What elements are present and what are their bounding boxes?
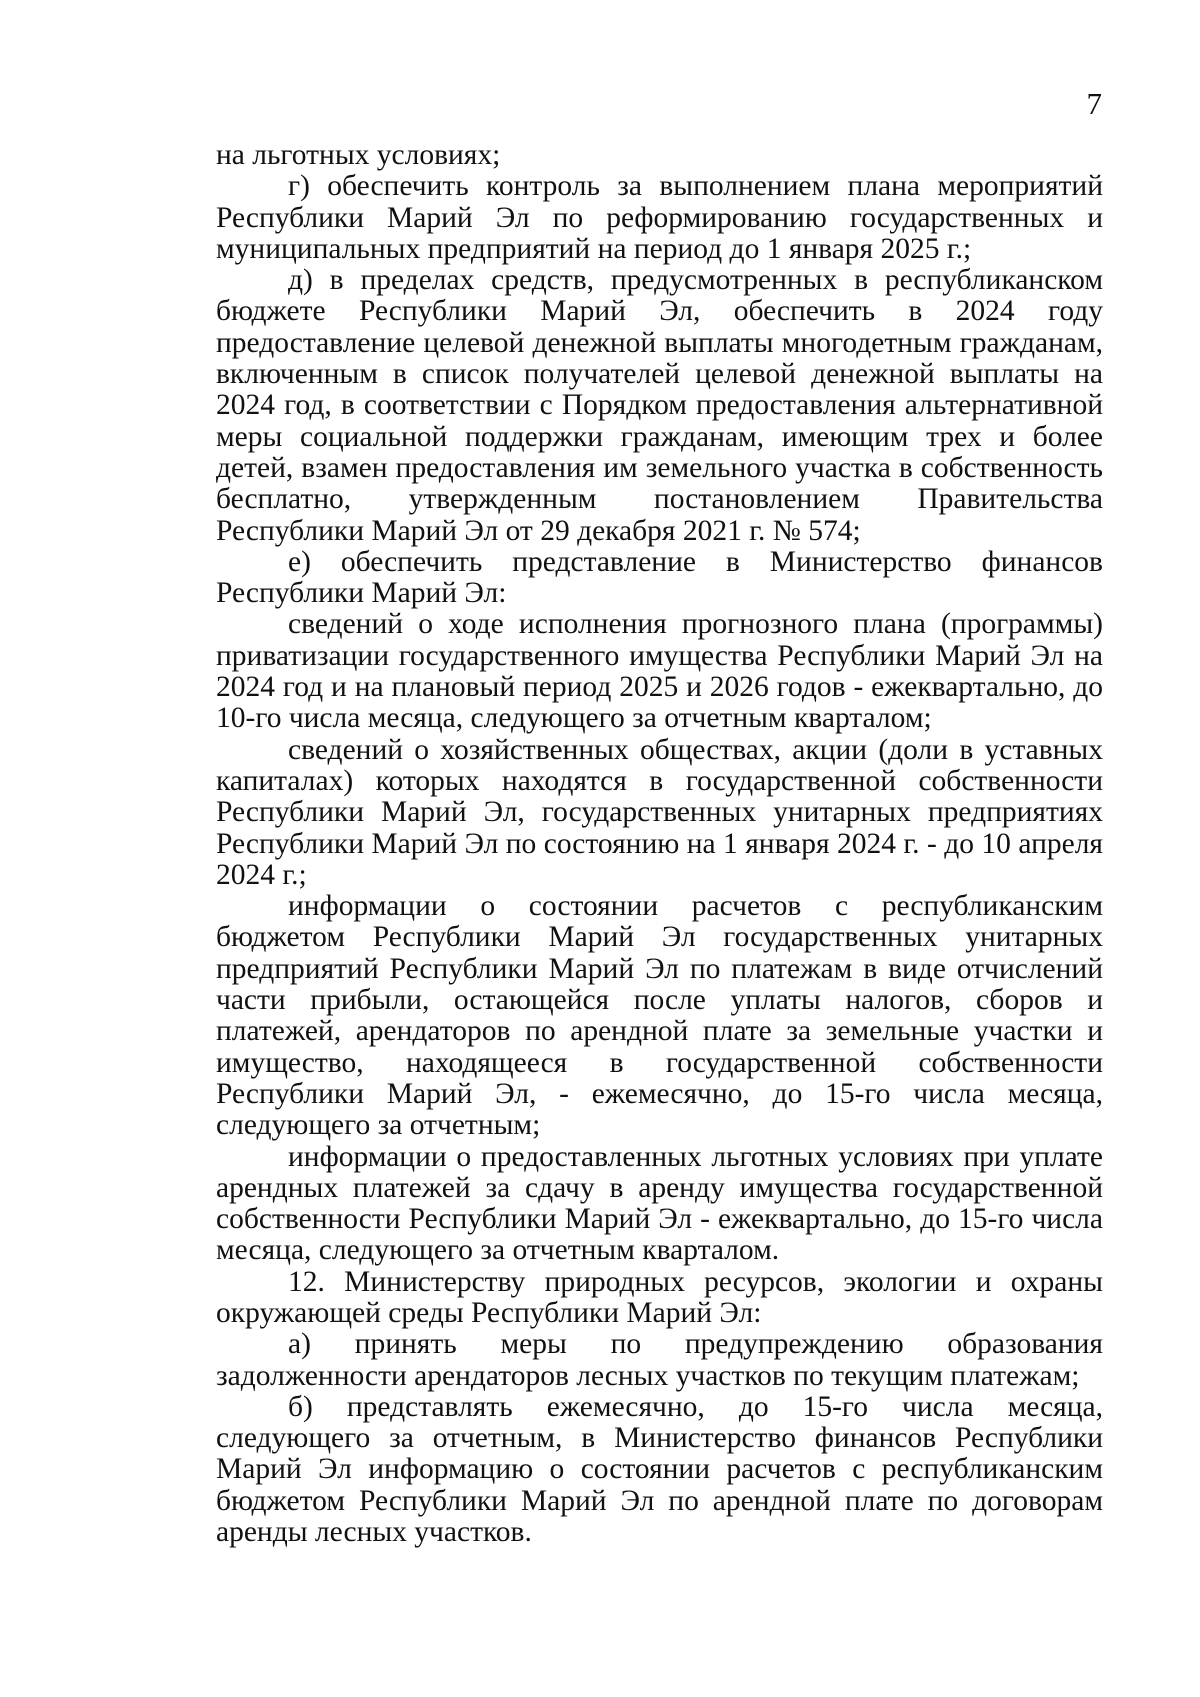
paragraph-continuation: на льготных условиях;: [216, 139, 501, 171]
paragraph-settlements-info: информации о состоянии расчетов с республиканским бюджетом Республики Марий Эл государственных унитарных предприятий Республики Марий Эл по платежам в виде отчислений части прибыли, остающейся после уплаты налогов, сборов и платежей, арендаторов по арендной плате за земельные участки и имущество, находящееся в государственной собственности Республики Марий Эл, - ежемесячно, до 15-го числа месяца, следующего за отчетным;: [216, 890, 1103, 1142]
paragraph-item-12: 12. Министерству природных ресурсов, экологии и охраны окружающей среды Республики Марий Эл:: [216, 1265, 1103, 1329]
paragraph-item-b: б) представлять ежемесячно, до 15-го числа месяца, следующего за отчетным, в Министерство финансов Республики Марий Эл информацию о состоянии расчетов с республиканским бюджетом Республики Марий Эл по арендной плате по договорам аренды лесных участков.: [216, 1390, 1103, 1549]
paragraph-item-g: г) обеспечить контроль за выполнением плана мероприятий Республики Марий Эл по реформированию государственных и муниципальных предприятий на период до 1 января 2025 г.;: [216, 170, 1103, 265]
paragraph-benefits-info: информации о предоставленных льготных условиях при уплате арендных платежей за сдачу в аренду имущества государственной собственности Республики Марий Эл - ежеквартально, до 15-го числа месяца, следующего за отчетным кварталом.: [216, 1140, 1103, 1267]
paragraph-item-a: а) принять меры по предупреждению образования задолженности арендаторов лесных участков по текущим платежам;: [216, 1328, 1103, 1392]
paragraph-item-d: д) в пределах средств, предусмотренных в республиканском бюджете Республики Марий Эл, обеспечить в 2024 году предоставление целевой денежной выплаты многодетным гражданам, включенным в список получателей целевой денежной выплаты на 2024 год, в соответствии с Порядком предоставления альтернативной меры социальной поддержки гражданам, имеющим трех и более детей, взамен предоставления им земельного участка в собственность бесплатно, утвержденным постановлением Правительства Республики Марий Эл от 29 декабря 2021 г. № 574;: [216, 264, 1103, 547]
paragraph-privatization-info: сведений о ходе исполнения прогнозного плана (программы) приватизации государственного имущества Республики Марий Эл на 2024 год и на плановый период 2025 и 2026 годов - ежеквартально, до 10-го числа месяца, следующего за отчетным кварталом;: [216, 608, 1103, 735]
paragraph-item-e: е) обеспечить представление в Министерство финансов Республики Марий Эл:: [216, 545, 1103, 610]
paragraph-companies-info: сведений о хозяйственных обществах, акции (доли в уставных капиталах) которых находятся в государственной собственности Республики Марий Эл, государственных унитарных предприятиях Республики Марий Эл по состоянию на 1 января 2024 г. - до 10 апреля 2024 г.;: [216, 733, 1103, 891]
document-body: [216, 140, 1103, 1548]
page-number: 7: [1086, 86, 1102, 121]
